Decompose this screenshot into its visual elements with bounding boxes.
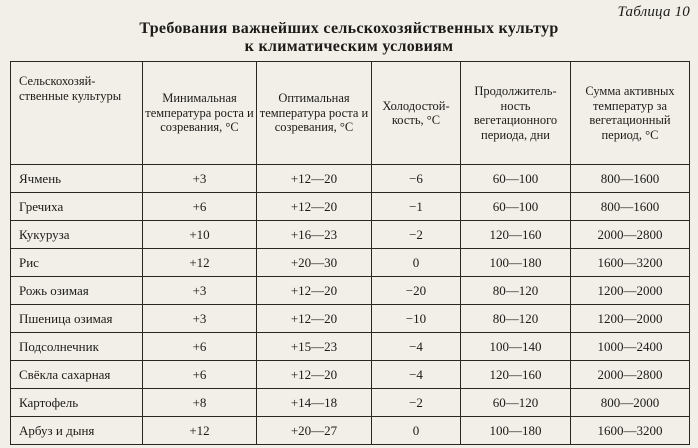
- cell-active-temperature-sum: 800—1600: [571, 165, 690, 193]
- cell-growing-season: 80—120: [461, 277, 571, 305]
- cell-growing-season: 80—120: [461, 305, 571, 333]
- cell-crop: Арбуз и дыня: [11, 417, 143, 445]
- cell-active-temperature-sum: 2000—2800: [571, 361, 690, 389]
- cell-optimal-temperature: +12—20: [257, 361, 372, 389]
- table-row: [11, 361, 690, 389]
- cell-growing-season: 120—160: [461, 361, 571, 389]
- header-crop: Сельскохозяй-ственные культуры: [11, 62, 143, 165]
- cell-cold-resistance: −10: [372, 305, 461, 333]
- cell-crop: Кукуруза: [11, 221, 143, 249]
- cell-optimal-temperature: +12—20: [257, 193, 372, 221]
- cell-growing-season: 100—140: [461, 333, 571, 361]
- header-min-temperature: Минимальная температура роста и созревания, °С: [143, 62, 257, 165]
- cell-cold-resistance: −2: [372, 389, 461, 417]
- table-row: [11, 333, 690, 361]
- cell-growing-season: 60—100: [461, 193, 571, 221]
- cell-growing-season: 100—180: [461, 417, 571, 445]
- table-row: [11, 193, 690, 221]
- header-active-temperature-sum: Сумма активных температур за вегетационный период, °С: [571, 62, 690, 165]
- cell-growing-season: 60—100: [461, 165, 571, 193]
- table-row: [11, 221, 690, 249]
- cell-optimal-temperature: +20—30: [257, 249, 372, 277]
- cell-active-temperature-sum: 1600—3200: [571, 249, 690, 277]
- cell-min-temperature: +12: [143, 249, 257, 277]
- cell-crop: Рожь озимая: [11, 277, 143, 305]
- cell-min-temperature: +6: [143, 361, 257, 389]
- cell-cold-resistance: −1: [372, 193, 461, 221]
- cell-min-temperature: +12: [143, 417, 257, 445]
- cell-optimal-temperature: +16—23: [257, 221, 372, 249]
- cell-crop: Подсолнечник: [11, 333, 143, 361]
- cell-min-temperature: +3: [143, 277, 257, 305]
- cell-crop: Гречиха: [11, 193, 143, 221]
- table-title: [0, 20, 698, 56]
- cell-crop: Картофель: [11, 389, 143, 417]
- header-optimal-temperature: Оптимальная температура роста и созревания, °С: [257, 62, 372, 165]
- cell-cold-resistance: −2: [372, 221, 461, 249]
- cell-optimal-temperature: +14—18: [257, 389, 372, 417]
- table-title-line-2: к климатическим условиям: [244, 38, 454, 55]
- cell-cold-resistance: −20: [372, 277, 461, 305]
- cell-min-temperature: +10: [143, 221, 257, 249]
- cell-active-temperature-sum: 800—1600: [571, 193, 690, 221]
- cell-cold-resistance: −4: [372, 333, 461, 361]
- cell-active-temperature-sum: 1200—2000: [571, 277, 690, 305]
- table-header-row: [11, 62, 690, 165]
- cell-crop: Пшеница озимая: [11, 305, 143, 333]
- table-row: [11, 165, 690, 193]
- cell-growing-season: 120—160: [461, 221, 571, 249]
- cell-active-temperature-sum: 800—2000: [571, 389, 690, 417]
- header-cold-resistance: Холодостой-кость, °С: [372, 62, 461, 165]
- cell-crop: Свёкла сахарная: [11, 361, 143, 389]
- cell-optimal-temperature: +12—20: [257, 305, 372, 333]
- cell-cold-resistance: −6: [372, 165, 461, 193]
- cell-growing-season: 100—180: [461, 249, 571, 277]
- table-row: [11, 417, 690, 445]
- cell-optimal-temperature: +12—20: [257, 165, 372, 193]
- cell-active-temperature-sum: 1600—3200: [571, 417, 690, 445]
- cell-active-temperature-sum: 1000—2400: [571, 333, 690, 361]
- cell-cold-resistance: 0: [372, 249, 461, 277]
- cell-crop: Ячмень: [11, 165, 143, 193]
- cell-min-temperature: +6: [143, 193, 257, 221]
- cell-growing-season: 60—120: [461, 389, 571, 417]
- table-row: [11, 249, 690, 277]
- cell-optimal-temperature: +15—23: [257, 333, 372, 361]
- cell-min-temperature: +8: [143, 389, 257, 417]
- table-title-line-1: Требования важнейших сельскохозяйственных культур: [139, 20, 559, 37]
- header-growing-season-length: Продолжитель-ность вегетационного периода, дни: [461, 62, 571, 165]
- cell-optimal-temperature: +12—20: [257, 277, 372, 305]
- table-number-label: Таблица 10: [617, 4, 690, 20]
- climate-requirements-table: [10, 61, 690, 445]
- cell-active-temperature-sum: 2000—2800: [571, 221, 690, 249]
- table-row: [11, 389, 690, 417]
- table-row: [11, 277, 690, 305]
- cell-min-temperature: +3: [143, 305, 257, 333]
- cell-cold-resistance: 0: [372, 417, 461, 445]
- table-row: [11, 305, 690, 333]
- cell-crop: Рис: [11, 249, 143, 277]
- cell-min-temperature: +3: [143, 165, 257, 193]
- cell-active-temperature-sum: 1200—2000: [571, 305, 690, 333]
- cell-min-temperature: +6: [143, 333, 257, 361]
- cell-optimal-temperature: +20—27: [257, 417, 372, 445]
- cell-cold-resistance: −4: [372, 361, 461, 389]
